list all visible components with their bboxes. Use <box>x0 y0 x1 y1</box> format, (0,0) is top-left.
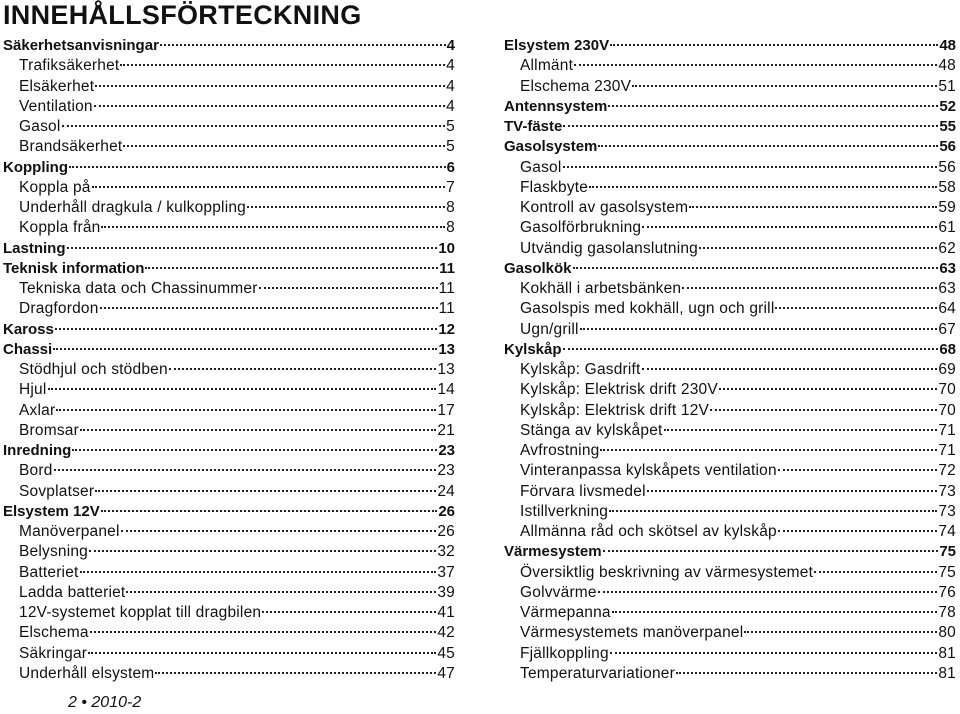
toc-entry-title: Gasolförbrukning <box>520 219 642 237</box>
toc-entry[interactable] <box>504 178 956 198</box>
toc-entry-title: Istillverkning <box>520 502 609 520</box>
toc-entry[interactable] <box>504 279 956 299</box>
toc-page-number: 42 <box>437 624 455 642</box>
toc-page-number: 39 <box>437 583 455 601</box>
toc-section[interactable] <box>3 158 455 178</box>
toc-page-number: 8 <box>446 219 455 237</box>
toc-entry-title: Kylskåp <box>504 340 562 358</box>
toc-page-number: 17 <box>437 401 455 419</box>
toc-page-number: 7 <box>446 178 455 196</box>
toc-entry[interactable] <box>504 421 956 441</box>
toc-entry-title: Manöverpanel <box>19 523 120 540</box>
toc-page-number: 26 <box>437 523 455 540</box>
toc-entry[interactable] <box>504 299 956 319</box>
toc-entry[interactable] <box>504 320 956 340</box>
toc-entry-title: Förvara livsmedel <box>520 482 646 500</box>
dot-leader <box>101 226 445 228</box>
toc-entry[interactable] <box>504 239 956 259</box>
toc-entry[interactable] <box>3 56 455 76</box>
dot-leader <box>92 186 446 188</box>
dot-leader <box>120 64 445 66</box>
toc-entry[interactable] <box>3 137 455 157</box>
toc-page-number: 11 <box>438 300 455 318</box>
toc-section[interactable] <box>3 239 455 259</box>
toc-entry[interactable] <box>504 644 956 664</box>
toc-entry[interactable] <box>3 563 455 583</box>
toc-entry[interactable] <box>504 461 956 481</box>
dot-leader <box>169 368 437 370</box>
toc-entry[interactable] <box>504 77 956 97</box>
toc-page-number: 55 <box>939 118 956 135</box>
dot-leader <box>642 226 937 228</box>
dot-leader <box>610 652 938 654</box>
toc-entry[interactable] <box>3 178 455 198</box>
dot-leader <box>48 388 437 390</box>
toc-page-number: 45 <box>437 644 455 662</box>
toc-page-number: 4 <box>446 77 455 95</box>
toc-entry-title: Kontroll av gasolsystem <box>520 199 689 216</box>
dot-leader <box>676 672 937 674</box>
toc-entry-title: Elschema <box>19 624 89 642</box>
toc-page-number: 67 <box>938 320 956 338</box>
dot-leader <box>682 287 937 289</box>
dot-leader <box>95 85 445 87</box>
toc-page-number: 62 <box>938 239 956 257</box>
toc-entry-title: Stänga av kylskåpet <box>520 421 663 439</box>
dot-leader <box>54 469 437 471</box>
toc-entry-title: Underhåll dragkula / kulkoppling <box>19 199 246 216</box>
toc-entry-title: Koppling <box>3 158 68 176</box>
toc-section[interactable] <box>3 259 455 279</box>
toc-entry[interactable] <box>3 644 455 664</box>
toc-left-column <box>3 36 455 684</box>
toc-page-number: 81 <box>938 644 956 662</box>
toc-entry[interactable] <box>3 623 455 643</box>
toc-entry[interactable] <box>3 218 455 238</box>
toc-section[interactable] <box>504 117 956 137</box>
toc-page-number: 32 <box>437 543 455 561</box>
toc-entry[interactable] <box>3 77 455 97</box>
toc-page-number: 11 <box>439 259 455 277</box>
dot-leader <box>608 105 938 107</box>
toc-entry[interactable] <box>3 117 455 137</box>
dot-leader <box>56 409 436 411</box>
toc-entry[interactable] <box>504 502 956 522</box>
dot-leader <box>88 652 436 654</box>
dot-leader <box>710 409 937 411</box>
toc-section[interactable] <box>504 36 956 56</box>
toc-page-number: 52 <box>939 97 956 115</box>
dot-leader <box>160 44 446 46</box>
toc-entry[interactable] <box>504 360 956 380</box>
toc-entry[interactable] <box>504 441 956 461</box>
dot-leader <box>259 287 438 289</box>
toc-entry-title: Golvvärme <box>520 583 597 601</box>
page-footer: 2 • 2010-2 <box>68 694 142 711</box>
toc-entry-title: Koppla från <box>19 219 101 237</box>
toc-page-number: 75 <box>939 543 956 561</box>
toc-entry-title: Hjul <box>19 381 47 399</box>
toc-entry[interactable] <box>504 56 956 76</box>
toc-page-number: 21 <box>437 421 455 439</box>
toc-entry-title: Tekniska data och Chassinummer <box>19 280 258 297</box>
toc-entry-title: Antennsystem <box>504 97 608 115</box>
toc-entry-title: Kylskåp: Gasdrift <box>520 361 641 378</box>
toc-entry-title: Gasolspis med kokhäll, ugn och grill <box>520 300 775 318</box>
toc-page-number: 51 <box>938 77 956 95</box>
toc-page-number: 37 <box>437 563 455 581</box>
toc-entry-title: Sovplatser <box>19 482 95 500</box>
toc-section[interactable] <box>3 36 455 56</box>
toc-page-number: 71 <box>938 421 956 439</box>
dot-leader <box>563 348 939 350</box>
toc-entry-title: Bord <box>19 462 53 480</box>
toc-entry[interactable] <box>3 198 455 218</box>
dot-leader <box>72 449 437 451</box>
toc-entry-title: Chassi <box>3 340 53 358</box>
toc-section[interactable] <box>3 320 455 340</box>
toc-page-number: 71 <box>938 442 956 459</box>
dot-leader <box>95 490 436 492</box>
toc-entry[interactable] <box>3 461 455 481</box>
toc-entry[interactable] <box>3 583 455 603</box>
dot-leader <box>642 368 938 370</box>
toc-page-number: 80 <box>938 624 956 642</box>
dot-leader <box>62 125 446 127</box>
toc-entry-title: Underhåll elsystem <box>19 664 155 682</box>
toc-entry-title: Ventilation <box>19 97 93 115</box>
toc-entry[interactable] <box>3 421 455 441</box>
toc-entry-title: Elschema 230V <box>520 77 632 95</box>
dot-leader <box>719 388 937 390</box>
toc-page-number: 26 <box>438 502 455 520</box>
toc-page-number: 23 <box>438 442 455 459</box>
toc-entry[interactable] <box>504 522 956 542</box>
toc-entry-title: TV-fäste <box>504 118 563 135</box>
dot-leader <box>121 530 437 532</box>
dot-leader <box>598 591 938 593</box>
toc-entry-title: Brandsäkerhet <box>19 138 123 156</box>
toc-entry-title: Elsystem 12V <box>3 502 100 520</box>
toc-entry[interactable] <box>504 380 956 400</box>
dot-leader <box>80 429 436 431</box>
toc-page-number: 11 <box>438 280 455 297</box>
toc-section[interactable] <box>504 340 956 360</box>
toc-entry[interactable] <box>504 158 956 178</box>
toc-entry-title: Kokhäll i arbetsbänken <box>520 280 682 297</box>
toc-page-number: 41 <box>437 604 455 621</box>
dot-leader <box>574 64 937 66</box>
toc-entry-title: Flaskbyte <box>520 178 589 196</box>
toc-page-number: 5 <box>446 118 455 135</box>
dot-leader <box>580 328 938 330</box>
toc-entry-title: Elsäkerhet <box>19 77 95 95</box>
toc-entry-title: Allmänt <box>520 57 574 75</box>
toc-entry[interactable] <box>3 360 455 380</box>
toc-entry-title: Översiktlig beskrivning av värmesystemet <box>520 563 814 581</box>
toc-page-number: 69 <box>938 361 956 378</box>
page-title: INNEHÅLLSFÖRTECKNING <box>3 0 362 30</box>
toc-section[interactable] <box>504 542 956 562</box>
toc-entry-title: Allmänna råd och skötsel av kylskåp <box>520 523 777 540</box>
toc-page-number: 73 <box>938 482 956 500</box>
toc-entry-title: Värmepanna <box>520 604 611 621</box>
toc-page-number: 6 <box>446 158 455 176</box>
toc-entry-title: Dragfordon <box>19 300 99 318</box>
dot-leader <box>101 510 438 512</box>
toc-entry[interactable] <box>504 603 956 623</box>
toc-page-number: 58 <box>938 178 956 196</box>
toc-section[interactable] <box>3 502 455 522</box>
toc-page-number: 4 <box>446 97 455 115</box>
toc-entry[interactable] <box>3 664 455 684</box>
dot-leader <box>123 145 445 147</box>
dot-leader <box>563 125 938 127</box>
toc-page-number: 72 <box>938 462 956 480</box>
toc-entry[interactable] <box>3 542 455 562</box>
toc-page-number: 59 <box>938 199 956 216</box>
toc-entry-title: Vinteranpassa kylskåpets ventilation <box>520 462 777 480</box>
dot-leader <box>600 449 937 451</box>
toc-section[interactable] <box>3 441 455 461</box>
dot-leader <box>598 145 938 147</box>
toc-entry-title: Ladda batteriet <box>19 583 126 601</box>
toc-page-number: 68 <box>939 340 956 358</box>
toc-entry[interactable] <box>3 522 455 542</box>
toc-page-number: 64 <box>938 300 956 318</box>
toc-page-number: 63 <box>939 259 956 277</box>
dot-leader <box>632 85 937 87</box>
toc-page-number: 56 <box>939 138 956 156</box>
dot-leader <box>247 206 445 208</box>
toc-page-number: 10 <box>438 239 455 257</box>
dot-leader <box>778 530 938 532</box>
dot-leader <box>689 206 937 208</box>
toc-page-number: 73 <box>938 502 956 520</box>
toc-entry-title: Inredning <box>3 442 72 459</box>
toc-entry[interactable] <box>504 563 956 583</box>
dot-leader <box>89 550 436 552</box>
toc-entry-title: Fjällkoppling <box>520 644 609 662</box>
toc-entry[interactable] <box>3 603 455 623</box>
toc-entry-title: Värmesystemets manöverpanel <box>520 624 744 642</box>
toc-entry-title: Elsystem 230V <box>504 37 610 54</box>
dot-leader <box>155 672 436 674</box>
toc-section[interactable] <box>3 340 455 360</box>
toc-page-number: 8 <box>446 199 455 216</box>
toc-page-number: 24 <box>437 482 455 500</box>
dot-leader <box>53 348 437 350</box>
toc-entry-title: Belysning <box>19 543 89 561</box>
toc-page-number: 81 <box>938 664 956 682</box>
toc-page-number: 56 <box>938 158 956 176</box>
dot-leader <box>126 591 436 593</box>
toc-entry[interactable] <box>3 279 455 299</box>
toc-entry-title: Axlar <box>19 401 56 419</box>
toc-section[interactable] <box>504 137 956 157</box>
toc-entry-title: Kaross <box>3 320 54 338</box>
toc-entry[interactable] <box>3 97 455 117</box>
toc-entry[interactable] <box>504 623 956 643</box>
toc-entry-title: Temperaturvariationer <box>520 664 675 682</box>
dot-leader <box>744 631 937 633</box>
toc-page-number: 48 <box>938 57 956 75</box>
dot-leader <box>67 247 438 249</box>
toc-entry-title: Trafiksäkerhet <box>19 57 120 75</box>
dot-leader <box>80 571 437 573</box>
dot-leader <box>612 611 938 613</box>
toc-entry[interactable] <box>3 401 455 421</box>
toc-entry[interactable] <box>504 198 956 218</box>
dot-leader <box>94 105 445 107</box>
toc-entry[interactable] <box>504 664 956 684</box>
toc-entry-title: 12V-systemet kopplat till dragbilen <box>19 604 262 621</box>
toc-entry[interactable] <box>3 299 455 319</box>
toc-entry-title: Avfrostning <box>520 442 600 459</box>
toc-entry-title: Gasol <box>520 158 562 176</box>
toc-entry-title: Koppla på <box>19 178 91 196</box>
toc-section[interactable] <box>504 259 956 279</box>
toc-entry-title: Gasolsystem <box>504 138 598 156</box>
toc-page-number: 74 <box>938 523 956 540</box>
toc-page-number: 63 <box>938 280 956 297</box>
toc-entry[interactable] <box>3 380 455 400</box>
toc-entry-title: Stödhjul och stödben <box>19 361 168 378</box>
dot-leader <box>814 571 937 573</box>
dot-leader <box>778 469 938 471</box>
dot-leader <box>589 186 937 188</box>
toc-entry[interactable] <box>504 482 956 502</box>
toc-entry[interactable] <box>504 583 956 603</box>
toc-entry-title: Bromsar <box>19 421 79 439</box>
toc-entry-title: Ugn/grill <box>520 320 579 338</box>
toc-page-number: 70 <box>938 401 956 419</box>
toc-entry-title: Batteriet <box>19 563 79 581</box>
toc-page-number: 78 <box>938 604 956 621</box>
toc-right-column <box>504 36 956 684</box>
dot-leader <box>262 611 436 613</box>
toc-page-number: 5 <box>446 138 455 156</box>
toc-entry-title: Kylskåp: Elektrisk drift 12V <box>520 401 710 419</box>
dot-leader <box>603 550 939 552</box>
toc-page-number: 12 <box>438 320 455 338</box>
toc-entry-title: Säkerhetsanvisningar <box>3 37 159 54</box>
toc-entry[interactable] <box>3 482 455 502</box>
dot-leader <box>775 307 937 309</box>
toc-page-number: 61 <box>938 219 956 237</box>
toc-entry-title: Gasolkök <box>504 259 572 277</box>
toc-page-number: 23 <box>437 462 455 480</box>
toc-entry-title: Teknisk information <box>3 259 145 277</box>
toc-entry-title: Säkringar <box>19 644 88 662</box>
toc-entry-title: Utvändig gasolanslutning <box>520 239 699 257</box>
dot-leader <box>699 247 937 249</box>
toc-page-number: 70 <box>938 381 956 399</box>
dot-leader <box>100 307 438 309</box>
toc-page-number: 75 <box>938 563 956 581</box>
dot-leader <box>609 510 937 512</box>
dot-leader <box>573 267 939 269</box>
dot-leader <box>664 429 938 431</box>
dot-leader <box>145 267 438 269</box>
toc-entry-title: Lastning <box>3 239 66 257</box>
toc-entry-title: Gasol <box>19 118 61 135</box>
dot-leader <box>55 328 437 330</box>
toc-entry-title: Kylskåp: Elektrisk drift 230V <box>520 381 718 399</box>
dot-leader <box>69 166 446 168</box>
dot-leader <box>610 44 938 46</box>
toc-page-number: 48 <box>939 37 956 54</box>
toc-page-number: 4 <box>446 57 455 75</box>
toc-section[interactable] <box>504 97 956 117</box>
dot-leader <box>90 631 437 633</box>
toc-page-number: 47 <box>437 664 455 682</box>
toc-entry[interactable] <box>504 218 956 238</box>
toc-page-number: 14 <box>437 381 455 399</box>
dot-leader <box>647 490 938 492</box>
dot-leader <box>563 166 938 168</box>
toc-page-number: 13 <box>437 361 455 378</box>
toc-page-number: 76 <box>938 583 956 601</box>
toc-entry[interactable] <box>504 401 956 421</box>
toc-page-number: 13 <box>438 340 455 358</box>
toc-entry-title: Värmesystem <box>504 543 602 561</box>
toc-page-number: 4 <box>446 37 455 54</box>
